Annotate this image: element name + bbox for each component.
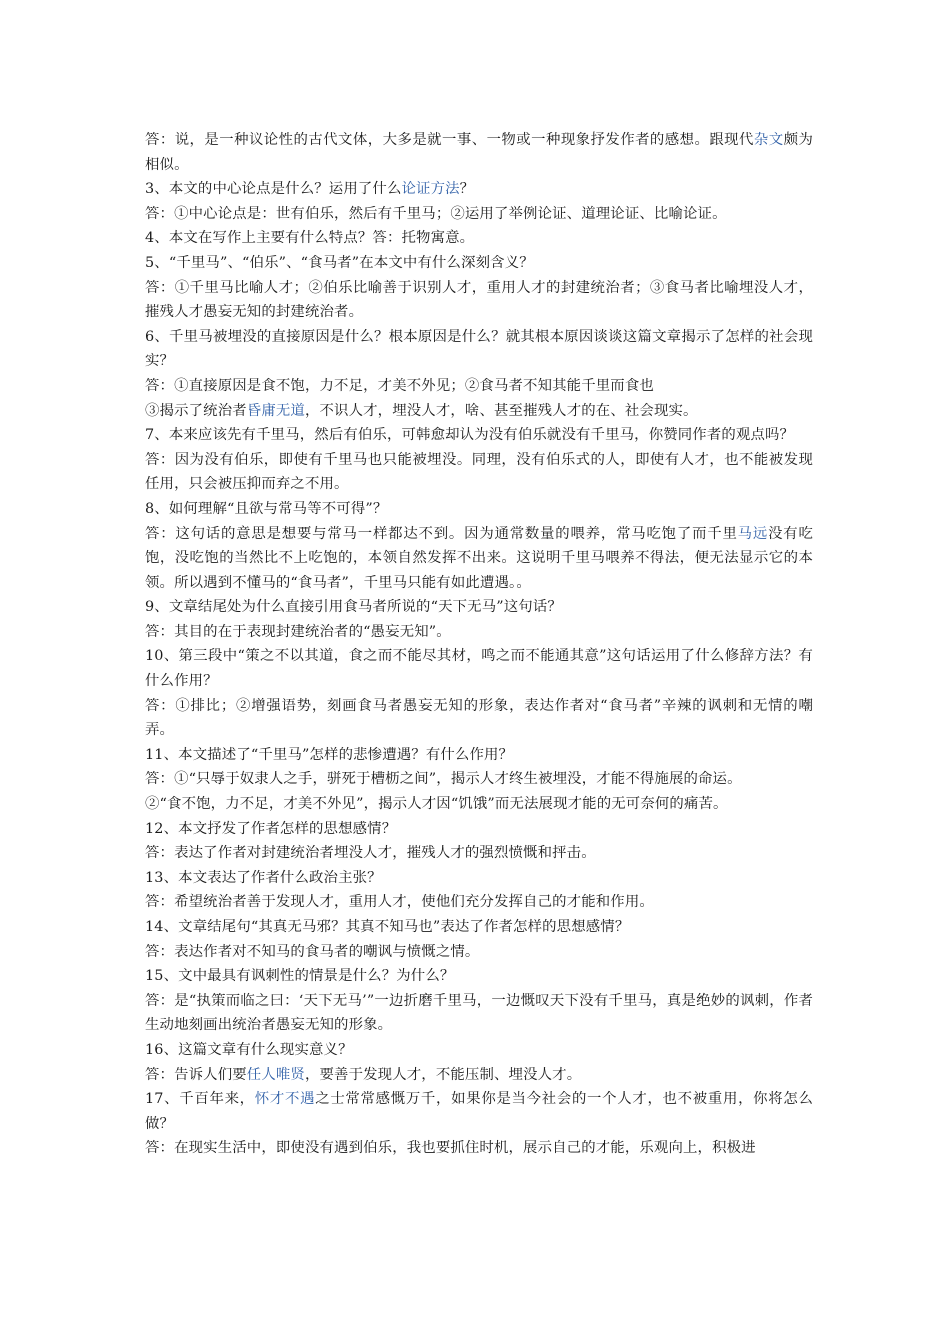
paragraph <box>145 964 813 989</box>
paragraph <box>145 448 813 497</box>
paragraph-text: 17、千百年来， <box>145 1091 255 1108</box>
paragraph <box>145 202 813 227</box>
paragraph-text: 6、千里马被埋没的直接原因是什么？根本原因是什么？就其根本原因谈谈这篇文章揭示了怎样的社会现实？ <box>145 328 813 370</box>
paragraph-text: 答：希望统治者善于发现人才，重用人才，使他们充分发挥自己的才能和作用。 <box>145 894 654 911</box>
text-link[interactable]: 怀才不遇 <box>254 1091 316 1108</box>
paragraph-text: 答：①千里马比喻人才；②伯乐比喻善于识别人才，重用人才的封建统治者；③食马者比喻埋没人才，摧残人才愚妄无知的封建统治者。 <box>145 279 813 321</box>
paragraph-text: 答：是“执策而临之曰：‘天下无马’”一边折磨千里马，一边慨叹天下没有千里马，真是绝妙的讽刺，作者生动地刻画出统治者愚妄无知的形象。 <box>145 992 813 1034</box>
paragraph-text: 8、如何理解“且欲与常马等不可得”？ <box>145 500 388 517</box>
paragraph <box>145 915 813 940</box>
paragraph <box>145 325 813 374</box>
paragraph-text: ，要善于发现人才，不能压制、埋没人才。 <box>304 1066 582 1083</box>
paragraph-text: 答：①排比；②增强语势，刻画食马者愚妄无知的形象，表达作者对“食马者”辛辣的讽刺和无情的嘲弄。 <box>145 697 813 739</box>
paragraph <box>145 251 813 276</box>
paragraph-text: 答：①“只辱于奴隶人之手，骈死于槽枥之间”，揭示人才终生被埋没，才能不得施展的命运。 <box>145 771 742 788</box>
paragraph-text: 10、第三段中“策之不以其道，食之而不能尽其材，鸣之而不能通其意”这句话运用了什么修辞方法？有什么作用？ <box>145 648 813 690</box>
text-link[interactable]: 论证方法 <box>401 181 460 198</box>
paragraph-text: 答：告诉人们要 <box>145 1066 247 1083</box>
paragraph-text: 9、文章结尾处为什么直接引用食马者所说的“天下无马”这句话？ <box>145 599 562 616</box>
paragraph <box>145 1087 813 1136</box>
paragraph-text: 答：①中心论点是：世有伯乐，然后有千里马；②运用了举例论证、道理论证、比喻论证。 <box>145 205 727 222</box>
paragraph-text: 答：其目的在于表现封建统治者的“愚妄无知”。 <box>145 623 451 640</box>
paragraph <box>145 177 813 202</box>
paragraph-text: 答：在现实生活中，即使没有遇到伯乐，我也要抓住时机，展示自己的才能，乐观向上，积极进 <box>145 1140 756 1157</box>
paragraph-text: 答：说，是一种议论性的古代文体，大多是就一事、一物或一种现象抒发作者的感想。跟现代 <box>145 132 754 148</box>
paragraph-text: 颇为相似。 <box>145 132 813 173</box>
paragraph-text: 7、本来应该先有千里马，然后有伯乐，可韩愈却认为没有伯乐就没有千里马，你赞同作者的观点吗？ <box>145 427 795 444</box>
paragraph-text: ③揭示了统治者 <box>145 402 247 419</box>
paragraph <box>145 989 813 1038</box>
paragraph-text: 答：表达作者对不知马的食马者的嘲讽与愤慨之情。 <box>145 943 480 960</box>
paragraph-text: 3、本文的中心论点是什么？运用了什么 <box>145 181 402 198</box>
paragraph-text: 14、文章结尾句“其真无马邪？其真不知马也”表达了作者怎样的思想感情？ <box>145 919 630 935</box>
paragraph <box>145 841 813 866</box>
text-link[interactable]: 马远 <box>737 525 769 542</box>
paragraph <box>145 374 813 399</box>
paragraph-text: 5、“千里马”、“伯乐”、“食马者”在本文中有什么深刻含义？ <box>145 254 534 271</box>
paragraph-text: 答：因为没有伯乐，即使有千里马也只能被埋没。同理，没有伯乐式的人，即使有人才，也不能被发现任用，只会被压抑而弃之不用。 <box>145 451 813 493</box>
paragraph <box>145 497 813 522</box>
paragraph <box>145 423 813 448</box>
paragraph-text: 答：①直接原因是食不饱，力不足，才美不外见；②食马者不知其能千里而食也 <box>145 377 654 394</box>
paragraph-text: 答：表达了作者对封建统治者埋没人才，摧残人才的强烈愤慨和抨击。 <box>145 845 596 862</box>
paragraph <box>145 817 813 842</box>
paragraph <box>145 644 813 693</box>
paragraph <box>145 595 813 620</box>
paragraph-text: 12、本文抒发了作者怎样的思想感情？ <box>145 820 397 837</box>
paragraph-text: ②“食不饱，力不足，才美不外见”，揭示人才因“饥饿”而无法展现才能的无可奈何的痛苦。 <box>145 796 728 813</box>
paragraph-text: 答：这句话的意思是想要与常马一样都达不到。因为通常数量的喂养，常马吃饱了而千里 <box>145 525 738 542</box>
paragraph <box>145 866 813 891</box>
paragraph <box>145 694 813 743</box>
paragraph-text: ？ <box>459 181 475 198</box>
paragraph <box>145 399 813 424</box>
paragraph <box>145 890 813 915</box>
paragraph-text: ，不识人才，埋没人才，啥、甚至摧残人才的在、社会现实。 <box>304 402 698 419</box>
paragraph-text: 4、本文在写作上主要有什么特点？答：托物寓意。 <box>145 230 475 247</box>
paragraph <box>145 792 813 817</box>
text-link[interactable]: 任人唯贤 <box>246 1066 305 1083</box>
document-body <box>145 128 813 1161</box>
paragraph <box>145 1136 813 1161</box>
text-link[interactable]: 昏庸无道 <box>246 402 305 419</box>
paragraph-text: 11、本文描述了“千里马”怎样的悲惨遭遇？有什么作用？ <box>145 746 514 763</box>
paragraph <box>145 1038 813 1063</box>
paragraph-text: 之士常常感慨万千，如果你是当今社会的一个人才，也不被重用，你将怎么做？ <box>145 1091 814 1132</box>
paragraph-text: 15、文中最具有讽刺性的情景是什么？为什么？ <box>145 968 455 985</box>
paragraph <box>145 940 813 965</box>
paragraph-text: 16、这篇文章有什么现实意义？ <box>145 1041 353 1058</box>
paragraph <box>145 522 813 596</box>
paragraph <box>145 767 813 792</box>
paragraph <box>145 743 813 768</box>
paragraph <box>145 1063 813 1088</box>
paragraph-text: 13、本文表达了作者什么政治主张？ <box>145 869 382 886</box>
paragraph <box>145 276 813 325</box>
paragraph <box>145 620 813 645</box>
paragraph-text: 没有吃饱，没吃饱的当然比不上吃饱的，本领自然发挥不出来。这说明千里马喂养不得法，便无法显示它的本领。所以遇到不懂马的“食马者”，千里马只能有如此遭遇。。 <box>145 525 813 591</box>
text-link[interactable]: 杂文 <box>753 132 784 148</box>
paragraph <box>145 226 813 251</box>
paragraph <box>145 128 813 177</box>
